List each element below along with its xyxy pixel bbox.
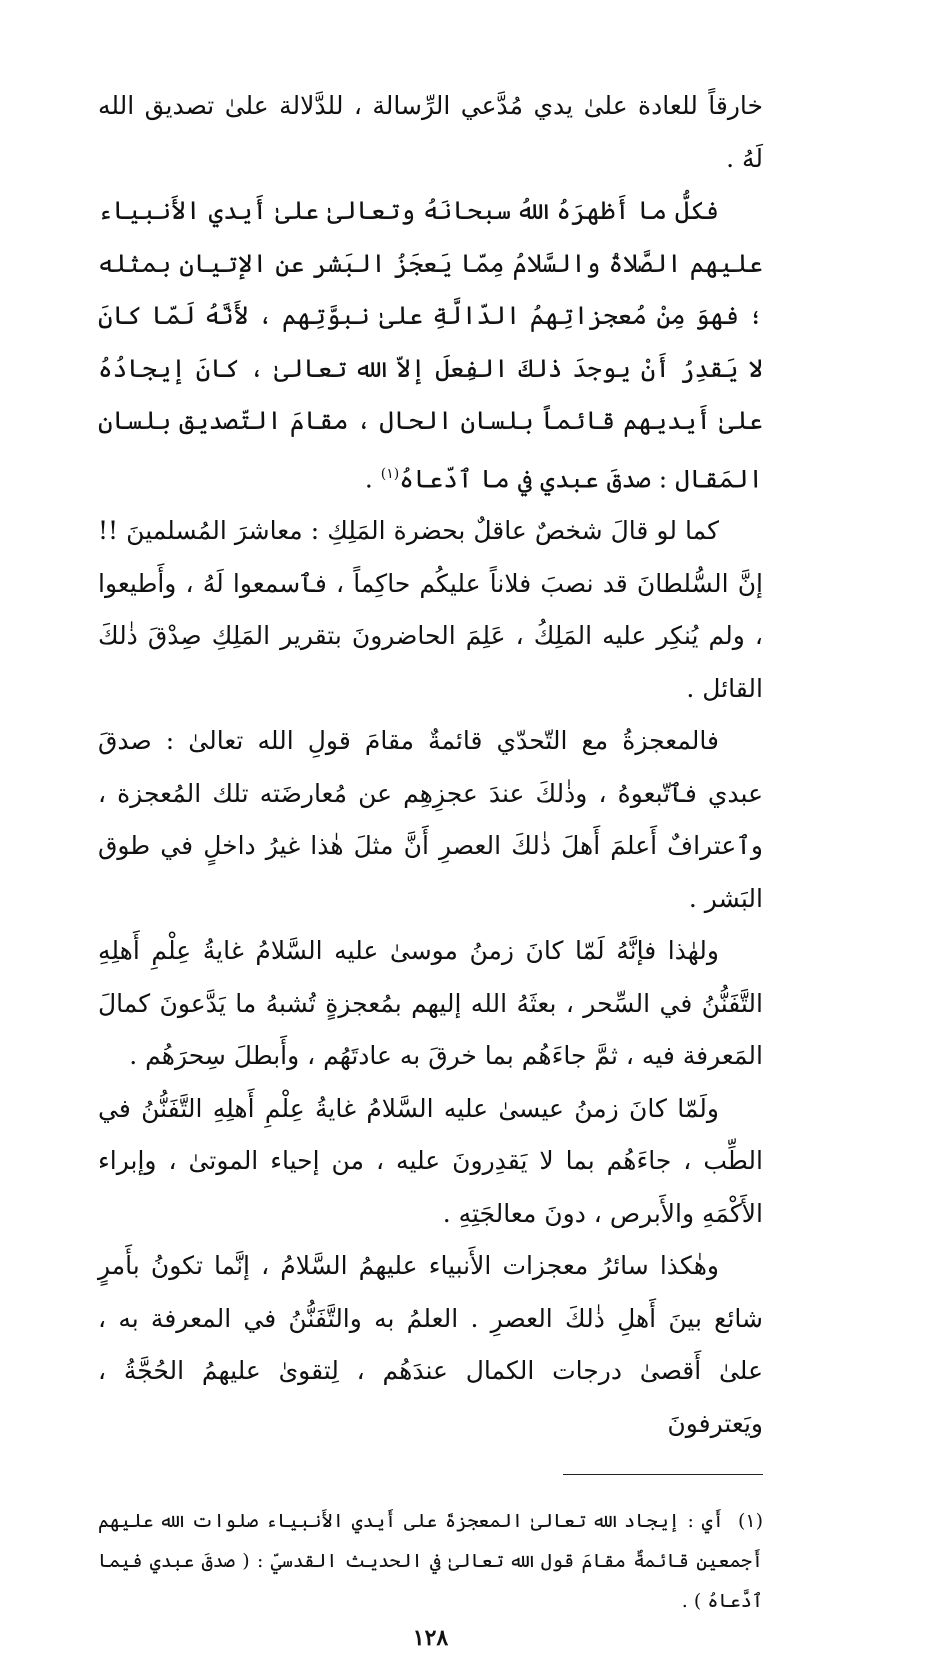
footnote xyxy=(98,1501,763,1621)
paragraph: خارقاً للعادة علىٰ يدي مُدَّعي الرِّسالة ، للدَّلالة علىٰ تصديق الله لَهُ . xyxy=(98,91,763,173)
footnote-text: أَي : إيجاد الله تعالىٰ المعجزةَ على أَيدي الأَنبياء صلوات الله عليهم أَجمعين قائمةٌ مقامَ قول الله تعالىٰ في الحديث القدسيّ : ( صدقَ عبدي فيما ٱدَّعاهُ ) . xyxy=(98,1510,763,1613)
paragraph: ولَمّا كانَ زمنُ عيسىٰ عليه السَّلامُ غايةُ عِلْمِ أَهلِهِ التَّفَنُّنُ في الطِّب ، جاءَهُم بما لا يَقدِرونَ عليه ، من إحياء الموتىٰ ، وإبراء الأَكْمَهِ والأَبرص ، دونَ معالجَتِهِ . xyxy=(98,1093,763,1228)
footnote-number: (١) xyxy=(737,1510,763,1533)
page xyxy=(98,80,763,1653)
footnote-separator-wrap xyxy=(98,1474,763,1475)
paragraph: وهٰكذا سائرُ معجزات الأَنبياء عليهمُ السَّلامُ ، إنَّما تكونُ بأَمرٍ شائع بينَ أَهلِ ذٰلكَ العصرِ . العلمُ به والتَّفَنُّنُ في المعرفة به ، علىٰ أَقصىٰ درجات الكمال عندَهُم ، لِتقوىٰ عليهمُ الحُجَّةُ ، ويَعترفونَ xyxy=(98,1251,763,1438)
paragraph xyxy=(98,185,763,505)
paragraph-text: فكلُّ ما أَظهرَهُ اللهُ سبحانَهُ وتعالىٰ علىٰ أَيدي الأَنبياء عليهم الصَّلاةُ والسَّلامُ مِمّا يَعجَزُ البَشر عن الإتيان بمثله ؛ فهوَ مِنْ مُعجزاتِهمُ الدّالَّةِ علىٰ نبوَّتِهم ، لأَنَّهُ لَمّا كانَ لا يَقدِرُ أَنْ يوجدَ ذٰلكَ الفِعلَ إلاّ الله تعالىٰ ، كانَ إيجادُهُ علىٰ أَيديهم قائماً بلسان الحال ، مقامَ التّصديق بلسان المَقال : صدقَ عبدي في ما ٱدّعاهُ xyxy=(98,196,763,493)
paragraph-tail: . xyxy=(364,463,381,493)
paragraph: ولهٰذا فإنَّهُ لَمّا كانَ زمنُ موسىٰ عليه السَّلامُ غايةُ عِلْمِ أَهلِهِ التَّفَنُّنُ في السِّحر ، بعثَهُ الله إليهم بمُعجزةٍ تُشبهُ ما يَدَّعونَ كمالَ المَعرفة فيه ، ثمَّ جاءَهُم بما خرقَ به عادتَهُم ، وأَبطلَ سِحرَهُم . xyxy=(98,936,763,1071)
body-text xyxy=(98,80,763,1450)
footnote-marker: (١) xyxy=(380,465,400,482)
page-number: ١٢٨ xyxy=(412,1625,449,1652)
footnotes xyxy=(98,1501,763,1621)
footnote-separator xyxy=(563,1474,763,1475)
paragraph: كما لو قالَ شخصٌ عاقلٌ بحضرة المَلِكِ : معاشرَ المُسلمينَ !! إنَّ السُّلطانَ قد نصبَ فلاناً عليكُم حاكِماً ، فٱسمعوا لَهُ ، وأَطيعوا ، ولم يُنكِر عليه المَلِكُ ، عَلِمَ الحاضرونَ بتقرير المَلِكِ صِدْقَ ذٰلكَ القائل . xyxy=(98,516,763,703)
paragraph: فالمعجزةُ مع التّحدّي قائمةٌ مقامَ قولِ الله تعالىٰ : صدقَ عبدي فٱتّبعوهُ ، وذٰلكَ عندَ عجزِهِم عن مُعارضَته تلك المُعجزة ، وٱعترافٌ أَعلمَ أَهلَ ذٰلكَ العصرِ أَنَّ مثلَ هٰذا غيرُ داخلٍ في طوق البَشر . xyxy=(98,726,763,913)
